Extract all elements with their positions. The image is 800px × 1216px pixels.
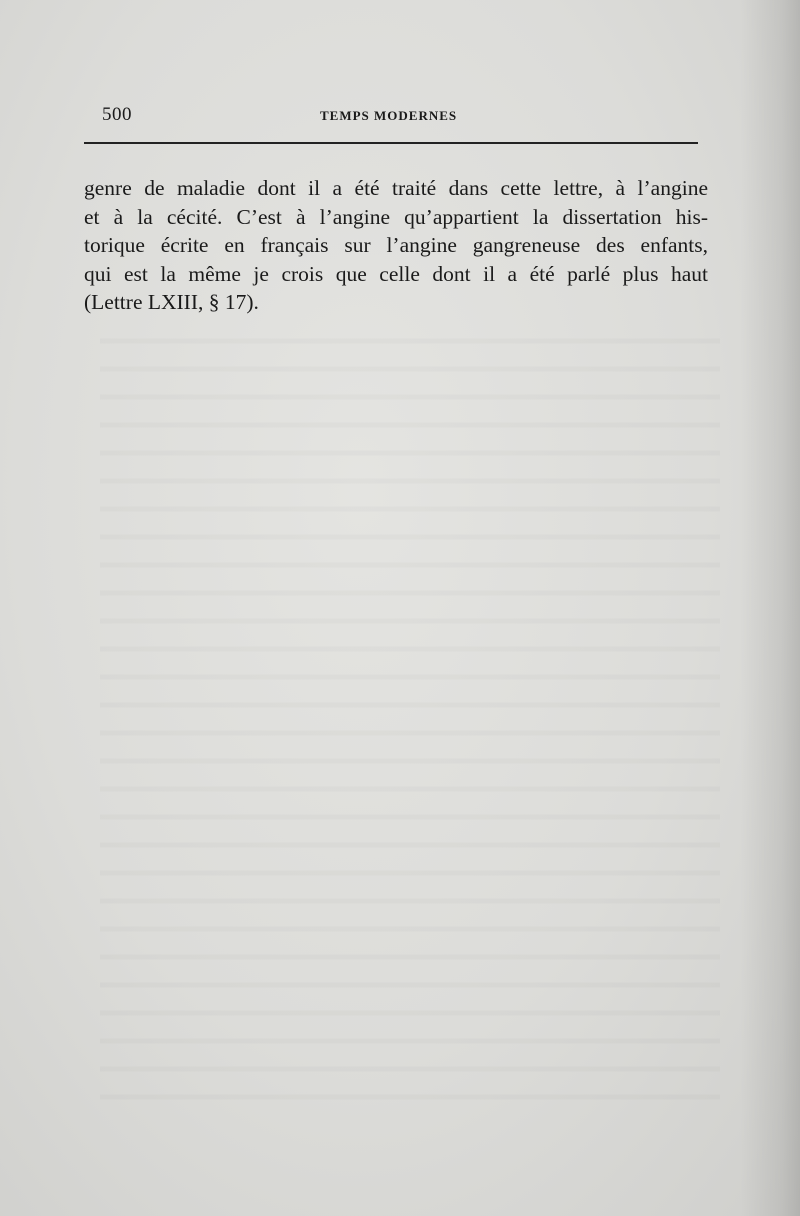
text-line: genre de maladie dont il a été traité dans cette lettre, à l’angine <box>84 176 708 200</box>
header-rule <box>84 142 698 144</box>
page-number: 500 <box>102 104 132 125</box>
body-paragraph <box>84 174 708 317</box>
show-through-texture <box>100 320 720 1100</box>
text-line: qui est la même je crois que celle dont il a été parlé plus haut <box>84 261 708 286</box>
page-edge-shadow <box>740 0 800 1216</box>
text-line: (Lettre LXIII, § 17). <box>84 290 259 315</box>
text-line: torique écrite en français sur l’angine gangreneuse des enfants, <box>84 233 708 258</box>
page-header <box>84 104 696 132</box>
text-line: et à la cécité. C’est à l’angine qu’appartient la dissertation his- <box>84 204 708 229</box>
running-title: TEMPS MODERNES <box>320 108 458 123</box>
